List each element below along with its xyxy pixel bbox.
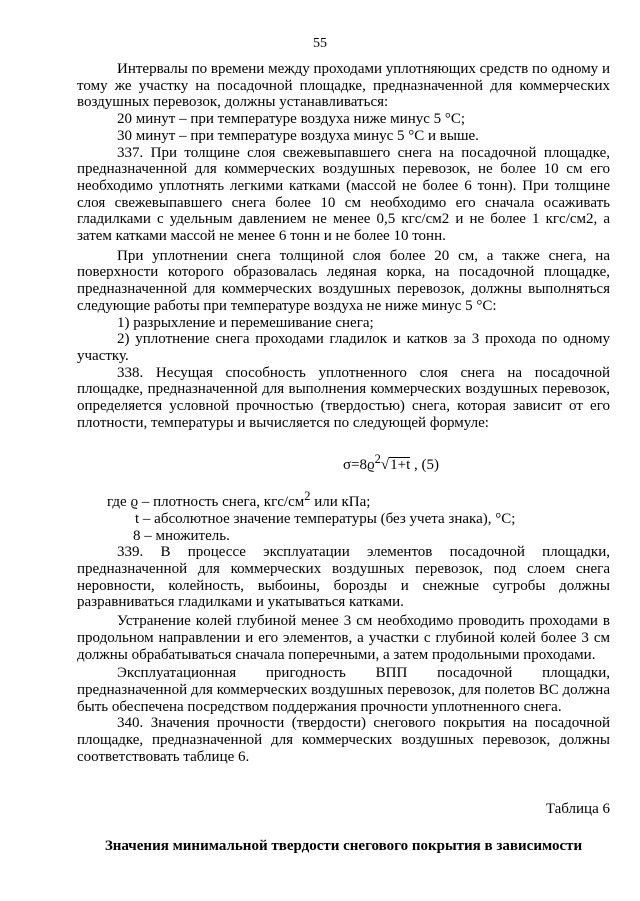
formula-number: , (5): [410, 457, 440, 474]
document-body: [77, 61, 610, 855]
paragraph-338: 338. Несущая способность уплотненного слоя снега на посадочной площадке, предназначенной для выполнения коммерческих воздушных перевозок, определяется условной прочностью (твердостью) снега, которая зависит от его плотности, температуры и вычисляется по следующей формуле:: [77, 364, 610, 431]
paragraph-compaction-20cm: При уплотнении снега толщиной слоя более 20 см, а также снега, на поверхности которого образовалась ледяная корка, на посадочной площадке, предназначенной для коммерческих воздушных перевозок, должны выполняться следующие работы при температуре воздуха не ниже минус 5 °С:: [77, 247, 610, 314]
table-title: Значения минимальной твердости снегового покрытия в зависимости: [104, 838, 583, 855]
formula-left: σ=8ϱ: [342, 457, 375, 474]
page-number: 55: [313, 36, 327, 51]
paragraph-ruts: Устранение колей глубиной менее 3 см необходимо проводить проходами в продольном направлении и его элементов, а участки с глубиной колей более 3 см должны обрабатываться сначала поперечными, а затем продольными проходами.: [77, 613, 610, 663]
formula-5: [77, 451, 610, 474]
where-8-line: 8 – множитель.: [133, 527, 230, 544]
list-item-20-min: 20 минут – при температуре воздуха ниже минус 5 °С;: [117, 111, 466, 128]
where-prefix: где ϱ: [107, 494, 139, 511]
where-t-line: t – абсолютное значение температуры (без учета знака), °С;: [135, 510, 516, 527]
sqrt-icon: √: [380, 457, 390, 474]
table-label: Таблица 6: [545, 801, 610, 818]
paragraph-340: 340. Значения прочности (твердости) снегового покрытия на посадочной площадке, предназначенной для коммерческих воздушных перевозок, должны соответствовать таблице 6.: [77, 715, 610, 765]
formula-exponent: 2: [374, 452, 381, 467]
paragraph-339: 339. В процессе эксплуатации элементов посадочной площадки, предназначенной для коммерческих воздушных перевозок, под слоем снега неровности, колейность, выбоины, борозды и снежные сугробы должны разравниваться гладилками и укатываться катками.: [77, 544, 610, 611]
rho-unit-exponent: 2: [304, 489, 311, 504]
list-item-loosening: 1) разрыхление и перемешивание снега;: [117, 314, 374, 331]
rho-description: – плотность снега, кгс/см: [138, 494, 305, 511]
rho-description-tail: или кПа;: [310, 494, 371, 511]
paragraph-intervals: Интервалы по времени между проходами уплотняющих средств по одному и тому же участку на посадочной площадке, предназначенной для коммерческих воздушных перевозок, должны устанавливаться:: [77, 61, 610, 111]
where-rho-line: [77, 488, 610, 511]
formula-radicand: 1+t: [390, 457, 411, 474]
paragraph-runway-suitability: Эксплуатационная пригодность ВПП посадочной площадки, предназначенной для коммерческих воздушных перевозок, для полетов ВС должна быть обеспечена посредством поддержания прочности уплотненного снега.: [77, 665, 610, 715]
paragraph-337: 337. При толщине слоя свежевыпавшего снега на посадочной площадке, предназначенной для коммерческих воздушных перевозок, не более 10 см его необходимо уплотнять легкими катками (массой не более 6 тонн). При толщине слоя свежевыпавшего снега более 10 см необходимо его сначала осаживать гладилками с удельным давлением не менее 0,5 кгс/см2 и не более 1 кгс/см2, а затем катками массой не менее 6 тонн и не более 10 тонн.: [77, 144, 610, 245]
list-item-compaction: 2) уплотнение снега проходами гладилок и катков за 3 прохода по одному участку.: [77, 331, 610, 364]
list-item-30-min: 30 минут – при температуре воздуха минус 5 °С и выше.: [117, 127, 479, 144]
